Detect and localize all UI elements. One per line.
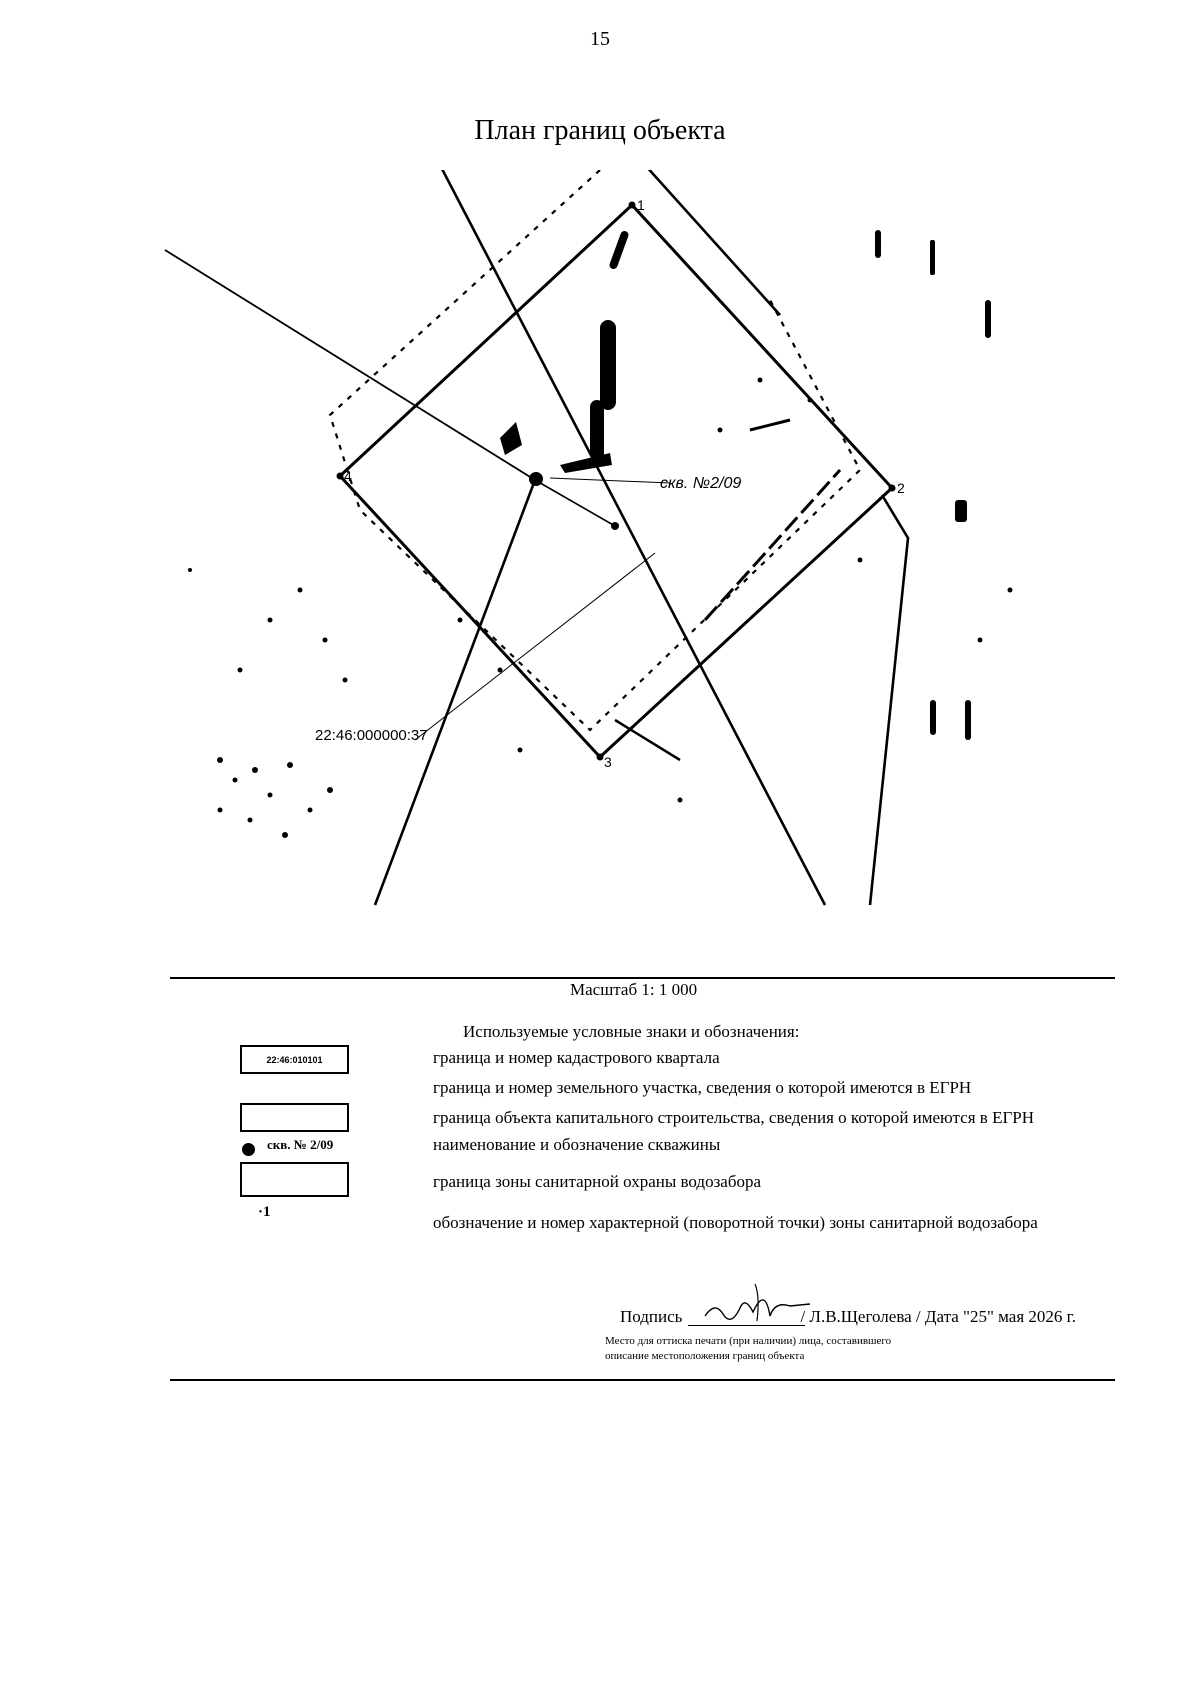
map-speck xyxy=(327,787,333,793)
signature-row xyxy=(620,1307,1076,1327)
map-feature xyxy=(590,400,604,460)
map-line xyxy=(535,480,615,526)
map-speck xyxy=(758,378,763,383)
legend-item-text: граница объекта капитального строительства, сведения о которой имеются в ЕГРН xyxy=(433,1108,1035,1127)
map-speck xyxy=(282,832,288,838)
legend-item-text: граница и номер земельного участка, сведения о которой имеются в ЕГРН xyxy=(433,1078,972,1097)
legend-heading: Используемые условные знаки и обозначения: xyxy=(463,1022,800,1041)
legend-object-symbol xyxy=(240,1103,349,1132)
signature-prefix: Подпись xyxy=(620,1307,683,1326)
boundary-map xyxy=(160,170,1040,980)
map-feature xyxy=(875,230,881,258)
map-speck xyxy=(343,678,348,683)
scale-text: Масштаб 1: 1 000 xyxy=(570,980,698,999)
map-speck xyxy=(218,808,223,813)
map-speck xyxy=(217,757,223,763)
map-speck xyxy=(323,638,328,643)
map-mark xyxy=(750,420,790,430)
well-marker xyxy=(529,472,543,486)
map-speck xyxy=(858,558,863,563)
map-speck xyxy=(678,798,683,803)
page-number: 15 xyxy=(590,28,610,50)
map-speck xyxy=(978,638,983,643)
boundary-point-marker xyxy=(337,473,344,480)
boundary-point-marker xyxy=(889,485,896,492)
legend-item-text: обозначение и номер характерной (поворотной точки) зоны санитарной водозабора xyxy=(433,1213,1038,1232)
boundary-point-marker xyxy=(597,754,604,761)
stamp-note-line: Место для оттиска печати (при наличии) лица, составившего xyxy=(605,1335,892,1347)
map-line xyxy=(165,250,535,480)
map-speck xyxy=(298,588,303,593)
map-speck xyxy=(268,793,273,798)
map-speck xyxy=(287,762,293,768)
legend-point-symbol: ·1 xyxy=(258,1204,271,1220)
signature-line xyxy=(688,1325,805,1326)
map-dot xyxy=(611,522,619,530)
map-speck xyxy=(238,668,243,673)
map-bottom-rule xyxy=(170,977,1115,979)
map-feature xyxy=(930,700,936,735)
legend-well-symbol xyxy=(242,1143,255,1156)
boundary-point-label: 1 xyxy=(637,197,645,213)
map-speck xyxy=(188,568,192,572)
map-feature xyxy=(955,500,967,522)
legend-zone-symbol xyxy=(240,1162,349,1197)
map-line xyxy=(440,170,825,905)
well-label: скв. №2/09 xyxy=(660,475,742,492)
legend-item-text: наименование и обозначение скважины xyxy=(433,1135,721,1154)
map-feature xyxy=(608,230,629,270)
map-feature xyxy=(965,700,971,740)
map-speck xyxy=(248,818,253,823)
boundary-point-label: 2 xyxy=(897,480,905,496)
map-speck xyxy=(518,748,523,753)
legend-item-text: граница зоны санитарной охраны водозабора xyxy=(433,1172,762,1191)
page-title: План границ объекта xyxy=(474,115,726,146)
map-feature xyxy=(500,422,522,455)
map-speck xyxy=(1008,588,1013,593)
footer-rule xyxy=(170,1379,1115,1381)
map-line xyxy=(375,480,535,905)
map-speck xyxy=(808,398,813,403)
map-speck xyxy=(252,767,258,773)
map-feature xyxy=(600,320,616,410)
signature-details: / Л.В.Щеголева / Дата "25" мая 2026 г. xyxy=(800,1307,1076,1326)
legend-item-text: граница и номер кадастрового квартала xyxy=(433,1048,720,1067)
map-feature xyxy=(930,240,935,275)
well-pointer-line xyxy=(550,478,670,483)
map-line xyxy=(870,495,908,905)
parcel-pointer-line xyxy=(415,553,655,740)
boundary-point-marker xyxy=(629,202,636,209)
map-feature xyxy=(560,453,612,473)
boundary-point-label: 4 xyxy=(344,468,352,484)
map-speck xyxy=(718,428,723,433)
stamp-note xyxy=(605,1334,1025,1364)
map-speck xyxy=(268,618,273,623)
map-mark xyxy=(615,720,680,760)
legend-quarter-symbol: 22:46:010101 xyxy=(240,1045,349,1074)
map-speck xyxy=(498,668,503,673)
map-feature xyxy=(985,300,991,338)
stamp-note-line: описание местоположения границ объекта xyxy=(605,1350,805,1362)
parcel-label: 22:46:000000:37 xyxy=(315,727,428,744)
map-speck xyxy=(233,778,238,783)
map-speck xyxy=(458,618,463,623)
map-speck xyxy=(308,808,313,813)
legend-well-symbol-label: скв. № 2/09 xyxy=(267,1137,334,1152)
boundary-point-label: 3 xyxy=(604,754,612,770)
